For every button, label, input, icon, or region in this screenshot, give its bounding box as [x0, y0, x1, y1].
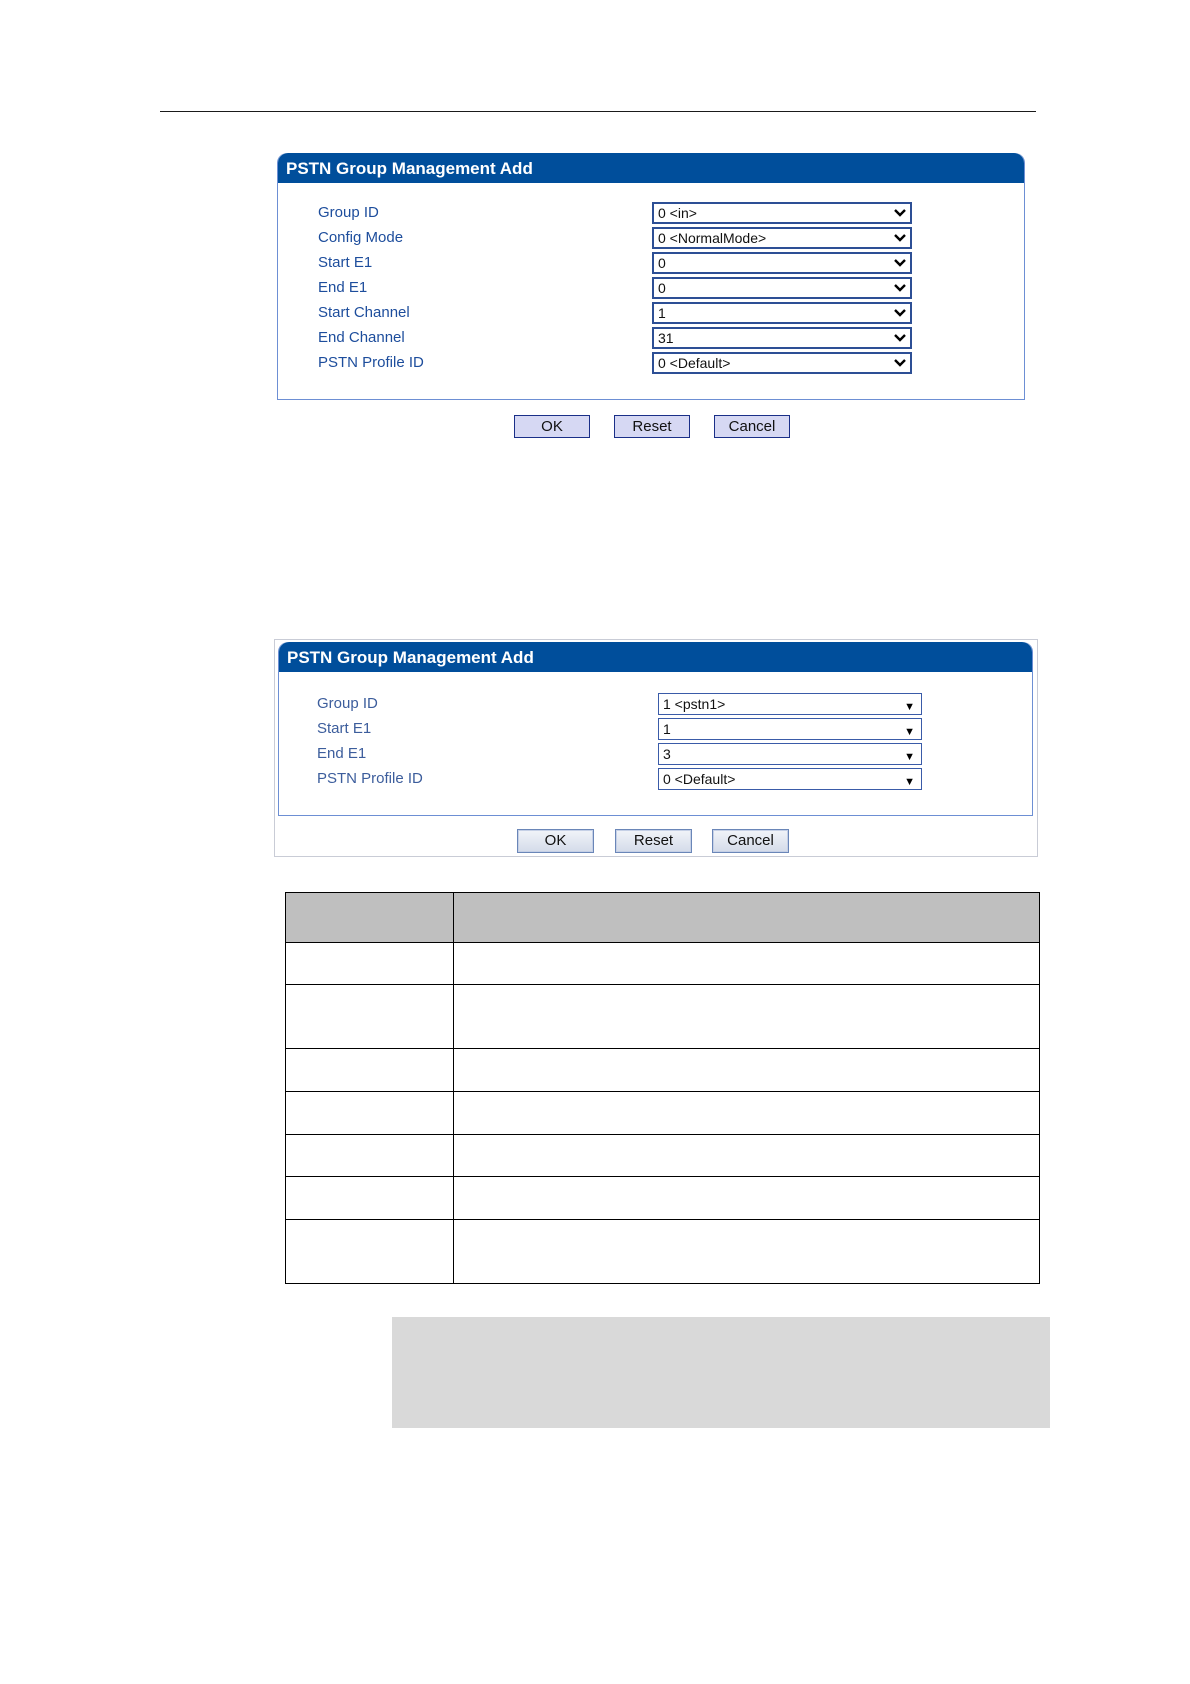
- page-header-rule: [160, 111, 1036, 112]
- select-value: 0: [658, 255, 666, 271]
- table-cell: [454, 1177, 1040, 1220]
- table-row: [286, 1135, 1040, 1177]
- field-label: Start E1: [318, 254, 373, 271]
- table-cell: [286, 943, 454, 985]
- table-cell: [286, 1049, 454, 1092]
- group-id-select[interactable]: [652, 202, 912, 224]
- table-row: [286, 1220, 1040, 1284]
- chevron-down-icon: [894, 208, 906, 218]
- start-e1-select[interactable]: [658, 718, 922, 740]
- field-label: Group ID: [318, 204, 379, 221]
- table-row: [286, 1092, 1040, 1135]
- table-row: [286, 943, 1040, 985]
- field-label: Start Channel: [318, 304, 410, 321]
- chevron-down-icon: [894, 333, 906, 343]
- select-value: 0 <in>: [658, 205, 697, 221]
- table-cell: [286, 1135, 454, 1177]
- field-row-config-mode: [278, 227, 1024, 252]
- field-label: End Channel: [318, 329, 405, 346]
- field-row-group-id: [279, 693, 1032, 718]
- field-row-start-e1: [279, 718, 1032, 743]
- select-value: 3: [663, 746, 671, 762]
- reset-button[interactable]: Reset: [614, 415, 690, 438]
- select-value: 1: [663, 721, 671, 737]
- reset-button[interactable]: Reset: [615, 829, 692, 853]
- table-cell: [286, 1220, 454, 1284]
- chevron-down-icon: [894, 308, 906, 318]
- start-channel-select[interactable]: [652, 302, 912, 324]
- end-e1-select[interactable]: [652, 277, 912, 299]
- ok-button[interactable]: OK: [517, 829, 594, 853]
- field-row-group-id: [278, 202, 1024, 227]
- pstn-group-add-panel-1: [277, 153, 1025, 400]
- start-e1-select[interactable]: [652, 252, 912, 274]
- table-cell: [286, 1092, 454, 1135]
- field-label: Start E1: [317, 720, 372, 737]
- field-label: PSTN Profile ID: [317, 770, 423, 787]
- panel-title: PSTN Group Management Add: [279, 642, 1032, 672]
- chevron-down-icon: [894, 358, 906, 368]
- group-id-select[interactable]: [658, 693, 922, 715]
- table-cell: [454, 1135, 1040, 1177]
- end-channel-select[interactable]: [652, 327, 912, 349]
- table-header-cell: [454, 893, 1040, 943]
- triangle-down-icon: ▼: [904, 726, 915, 738]
- note-box: [392, 1317, 1050, 1428]
- table-cell: [454, 1049, 1040, 1092]
- select-value: 0 <Default>: [663, 771, 736, 787]
- panel-title: PSTN Group Management Add: [278, 153, 1024, 183]
- select-value: 1 <pstn1>: [663, 696, 726, 712]
- select-value: 1: [658, 305, 666, 321]
- field-row-start-e1: [278, 252, 1024, 277]
- field-row-end-e1: [278, 277, 1024, 302]
- select-value: 0: [658, 280, 666, 296]
- field-label: End E1: [318, 279, 368, 296]
- pstn-profile-id-select[interactable]: [652, 352, 912, 374]
- field-label: PSTN Profile ID: [318, 354, 424, 371]
- field-row-pstn-profile-id: [279, 768, 1032, 793]
- pstn-profile-id-select[interactable]: [658, 768, 922, 790]
- cancel-button[interactable]: Cancel: [714, 415, 790, 438]
- triangle-down-icon: ▼: [904, 751, 915, 763]
- field-row-start-channel: [278, 302, 1024, 327]
- table-cell: [286, 1177, 454, 1220]
- table-cell: [454, 943, 1040, 985]
- cancel-button[interactable]: Cancel: [712, 829, 789, 853]
- table-row: [286, 985, 1040, 1049]
- chevron-down-icon: [894, 258, 906, 268]
- table-row: [286, 1177, 1040, 1220]
- table-cell: [286, 985, 454, 1049]
- triangle-down-icon: ▼: [904, 701, 915, 713]
- table-header-cell: [286, 893, 454, 943]
- chevron-down-icon: [894, 283, 906, 293]
- field-label: Config Mode: [318, 229, 404, 246]
- table-row: [286, 1049, 1040, 1092]
- parameter-description-table: [285, 892, 1040, 1284]
- field-row-pstn-profile-id: [278, 352, 1024, 377]
- field-label: Group ID: [317, 695, 378, 712]
- config-mode-select[interactable]: [652, 227, 912, 249]
- field-row-end-e1: [279, 743, 1032, 768]
- table-cell: [454, 985, 1040, 1049]
- field-row-end-channel: [278, 327, 1024, 352]
- end-e1-select[interactable]: [658, 743, 922, 765]
- triangle-down-icon: ▼: [904, 776, 915, 788]
- select-value: 31: [658, 330, 674, 346]
- table-cell: [454, 1092, 1040, 1135]
- pstn-group-add-panel-2: [278, 642, 1033, 816]
- chevron-down-icon: [894, 233, 906, 243]
- ok-button[interactable]: OK: [514, 415, 590, 438]
- field-label: End E1: [317, 745, 367, 762]
- table-cell: [454, 1220, 1040, 1284]
- select-value: 0 <Default>: [658, 355, 731, 371]
- select-value: 0 <NormalMode>: [658, 230, 767, 246]
- table-header-row: [286, 893, 1040, 943]
